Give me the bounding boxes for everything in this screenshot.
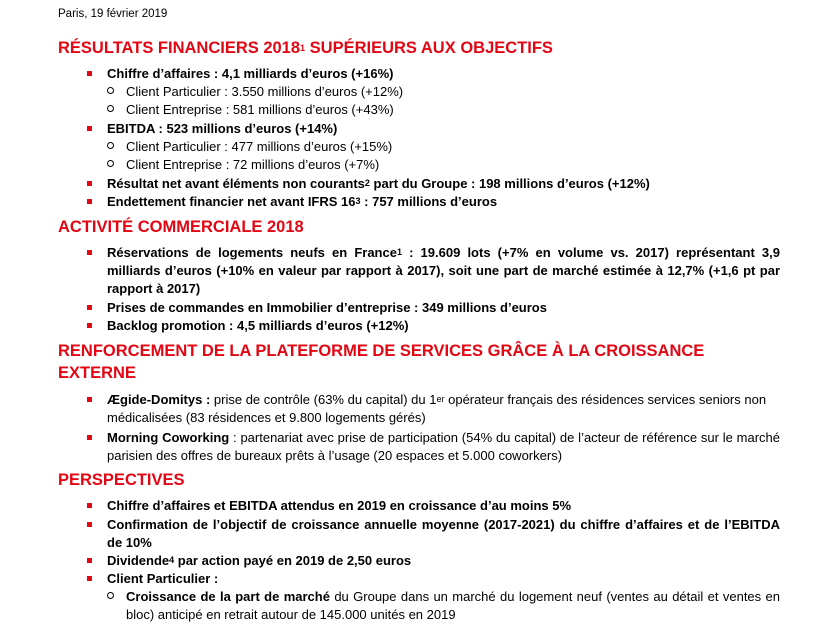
domitys-text: prise de contrôle (63% du capital) du 1 bbox=[210, 392, 437, 407]
coworking-text: : partenariat avec prise de participation (54% du capital) de l’acteur de référence sur le marché parisien des offres de bureaux prêts à l’usage (20 espaces et 5.000 coworkers) bbox=[107, 430, 780, 463]
domitys-name: Ægide-Domitys : bbox=[107, 392, 211, 407]
bookings-value: : 19.609 lots (+7% en volume vs. 2017) représentant 3,9 milliards d’euros (+10% en valeur par rapport à 2017), soit une part de marché estimée à 12,7% (+1,6 pt par rapport à 2017) bbox=[107, 245, 780, 296]
net-debt-value: : 757 millions d’euros bbox=[360, 194, 498, 209]
list-item-text: Chiffre d’affaires et EBITDA attendus en 2019 en croissance d’au moins 5% bbox=[107, 498, 572, 513]
coworking-name: Morning Coworking bbox=[107, 430, 230, 445]
list-item-text bbox=[107, 391, 780, 427]
bullet-circle-icon bbox=[107, 592, 114, 599]
bullet-circle-icon bbox=[107, 160, 114, 167]
bullet-square-icon bbox=[87, 576, 92, 581]
list-item-text bbox=[107, 552, 780, 570]
footnote-ref: 3 bbox=[355, 196, 361, 206]
dateline: Paris, 19 février 2019 bbox=[58, 8, 168, 20]
dividend-label: Dividende bbox=[107, 553, 170, 568]
ordinal-sup: er bbox=[436, 394, 445, 404]
bullet-circle-icon bbox=[107, 105, 114, 112]
list-item-text bbox=[107, 175, 780, 193]
heading-results-text: RÉSULTATS FINANCIERS 2018 bbox=[58, 39, 301, 57]
section-heading-outlook: PERSPECTIVES bbox=[58, 471, 185, 489]
section-heading-results bbox=[58, 37, 780, 59]
bullet-square-icon bbox=[87, 323, 92, 328]
bullet-circle-icon bbox=[107, 142, 114, 149]
bullet-square-icon bbox=[87, 558, 92, 563]
section-heading-platform: RENFORCEMENT DE LA PLATEFORME DE SERVICES GRÂCE À LA CROISSANCE EXTERNE bbox=[58, 342, 705, 382]
bullet-square-icon bbox=[87, 397, 92, 402]
list-item-text: Confirmation de l’objectif de croissance annuelle moyenne (2017-2021) du chiffre d’affaires et de l’EBITDA de 10% bbox=[107, 517, 780, 550]
bullet-square-icon bbox=[87, 503, 92, 508]
bullet-square-icon bbox=[87, 126, 92, 131]
list-item-text: Backlog promotion : 4,5 milliards d’euros (+12%) bbox=[107, 318, 409, 333]
list-item-text: Client Particulier : 3.550 millions d’euros (+12%) bbox=[126, 84, 404, 99]
footnote-ref: 2 bbox=[364, 178, 370, 188]
net-income-value: part du Groupe : 198 millions d’euros (+12%) bbox=[369, 176, 650, 191]
footnote-ref: 4 bbox=[169, 555, 175, 565]
list-item-text: EBITDA : 523 millions d’euros (+14%) bbox=[107, 121, 338, 136]
bookings-label: Réservations de logements neufs en France bbox=[107, 245, 397, 260]
dividend-value: par action payé en 2019 de 2,50 euros bbox=[174, 553, 412, 568]
domitys-text-rest: opérateur français des résidences services seniors non médicalisées (83 résidences et 9.800 logements gérés) bbox=[107, 392, 767, 425]
list-item-text: Client Entreprise : 581 millions d’euros (+43%) bbox=[126, 102, 394, 117]
list-item-text bbox=[107, 429, 780, 465]
list-item-text bbox=[107, 244, 780, 298]
bullet-square-icon bbox=[87, 181, 92, 186]
footnote-ref: 1 bbox=[300, 43, 306, 53]
bullet-square-icon bbox=[87, 522, 92, 527]
net-income-label: Résultat net avant éléments non courants bbox=[107, 176, 365, 191]
bullet-square-icon bbox=[87, 71, 92, 76]
bullet-square-icon bbox=[87, 199, 92, 204]
bullet-circle-icon bbox=[107, 87, 114, 94]
list-item-text: Chiffre d’affaires : 4,1 milliards d’euros (+16%) bbox=[107, 66, 394, 81]
list-item-text: Client Entreprise : 72 millions d’euros (+7%) bbox=[126, 157, 380, 172]
bullet-square-icon bbox=[87, 305, 92, 310]
list-item-text bbox=[107, 193, 780, 211]
list-item-text: Client Particulier : 477 millions d’euros (+15%) bbox=[126, 139, 393, 154]
market-share-label: Croissance de la part de marché bbox=[126, 589, 330, 604]
market-share-text: du Groupe dans un marché du logement neuf (ventes au détail et ventes en bloc) anticipé en retrait autour de 145.000 unités en 2019 bbox=[126, 589, 780, 622]
heading-results-text-rest: SUPÉRIEURS AUX OBJECTIFS bbox=[305, 39, 553, 57]
list-item-text bbox=[126, 588, 780, 624]
section-heading-activity: ACTIVITÉ COMMERCIALE 2018 bbox=[58, 218, 304, 236]
footnote-ref: 1 bbox=[396, 247, 402, 257]
net-debt-label: Endettement financier net avant IFRS 16 bbox=[107, 194, 356, 209]
list-item-text: Prises de commandes en Immobilier d’entreprise : 349 millions d’euros bbox=[107, 300, 547, 315]
bullet-square-icon bbox=[87, 250, 92, 255]
bullet-square-icon bbox=[87, 435, 92, 440]
list-item-text: Client Particulier : bbox=[107, 571, 219, 586]
